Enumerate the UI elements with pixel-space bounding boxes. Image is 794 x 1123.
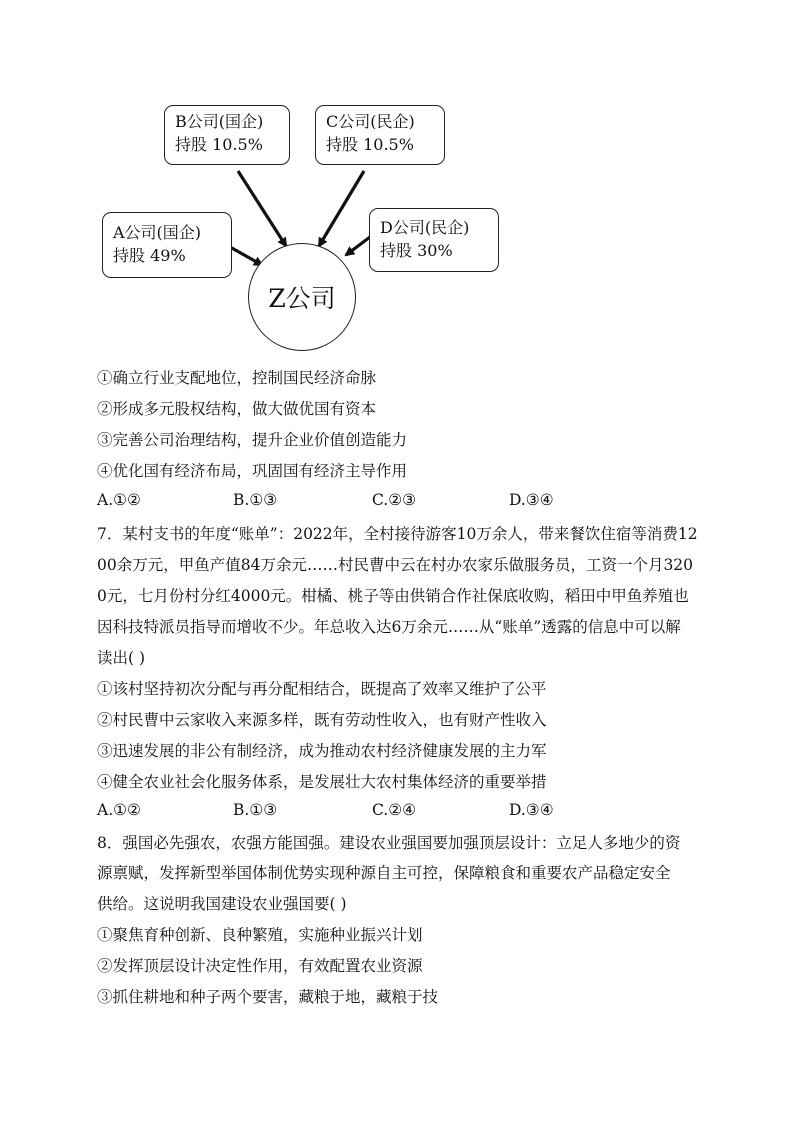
q7-item-3: ③迅速发展的非公有制经济，成为推动农村经济健康发展的主力军 xyxy=(97,742,547,760)
q8-item-2: ②发挥顶层设计决定性作用，有效配置农业资源 xyxy=(97,957,423,975)
q7-stem-line-1: 7．某村支书的年度“账单”：2022年，全村接待游客10万余人，带来餐饮住宿等消费12 xyxy=(97,525,698,543)
q7-item-1: ①该村坚持初次分配与再分配相结合，既提高了效率又维护了公平 xyxy=(97,680,547,698)
q8-stem-line-3: 供给。这说明我国建设农业强国要( ) xyxy=(97,895,347,913)
q7-option-a: A.①② xyxy=(97,801,141,819)
q6-option-c: C.②③ xyxy=(372,491,417,509)
company-d-share: 持股 30% xyxy=(380,241,453,260)
company-a-name: A公司(国企) xyxy=(113,223,202,242)
company-a-share: 持股 49% xyxy=(113,246,186,265)
company-b-share: 持股 10.5% xyxy=(175,135,263,154)
q7-stem-line-5: 读出( ) xyxy=(97,649,146,667)
q8-item-3: ③抓住耕地和种子两个要害，藏粮于地，藏粮于技 xyxy=(97,988,439,1006)
q7-item-4: ④健全农业社会化服务体系，是发展壮大农村集体经济的重要举措 xyxy=(97,773,547,791)
q7-item-2: ②村民曹中云家收入来源多样，既有劳动性收入，也有财产性收入 xyxy=(97,711,547,729)
company-b-name: B公司(国企) xyxy=(175,112,264,131)
q6-option-b: B.①③ xyxy=(233,491,278,509)
q6-item-2: ②形成多元股权结构，做大做优国有资本 xyxy=(97,400,377,418)
q6-option-d: D.③④ xyxy=(509,491,554,509)
question-text xyxy=(97,0,717,1123)
q7-option-c: C.②④ xyxy=(372,801,417,819)
q6-option-a: A.①② xyxy=(97,491,141,509)
company-c-name: C公司(民企) xyxy=(326,112,415,131)
q6-item-3: ③完善公司治理结构，提升企业价值创造能力 xyxy=(97,431,408,449)
q6-item-1: ①确立行业支配地位，控制国民经济命脉 xyxy=(97,369,377,387)
q6-item-4: ④优化国有经济布局，巩固国有经济主导作用 xyxy=(97,462,408,480)
q7-stem-line-2: 00余万元，甲鱼产值84万余元……村民曹中云在村办农家乐做服务员，工资一个月320 xyxy=(97,556,694,574)
q7-stem-line-4: 因科技特派员指导而增收不少。年总收入达6万余元……从“账单”透露的信息中可以解 xyxy=(97,618,681,636)
company-d-name: D公司(民企) xyxy=(380,218,470,237)
q7-option-d: D.③④ xyxy=(509,801,554,819)
q8-stem-line-1: 8．强国必先强农，农强方能国强。建设农业强国要加强顶层设计：立足人多地少的资 xyxy=(97,834,681,852)
company-c-share: 持股 10.5% xyxy=(326,135,414,154)
q8-item-1: ①聚焦育种创新、良种繁殖，实施种业振兴计划 xyxy=(97,926,423,944)
q8-stem-line-2: 源禀赋，发挥新型举国体制优势实现种源自主可控，保障粮食和重要农产品稳定安全 xyxy=(97,864,671,882)
q7-option-b: B.①③ xyxy=(233,801,278,819)
company-z-label: Z公司 xyxy=(268,284,336,313)
q7-stem-line-3: 0元，七月份村分红4000元。柑橘、桃子等由供销合作社保底收购，稻田中甲鱼养殖也 xyxy=(97,587,689,605)
